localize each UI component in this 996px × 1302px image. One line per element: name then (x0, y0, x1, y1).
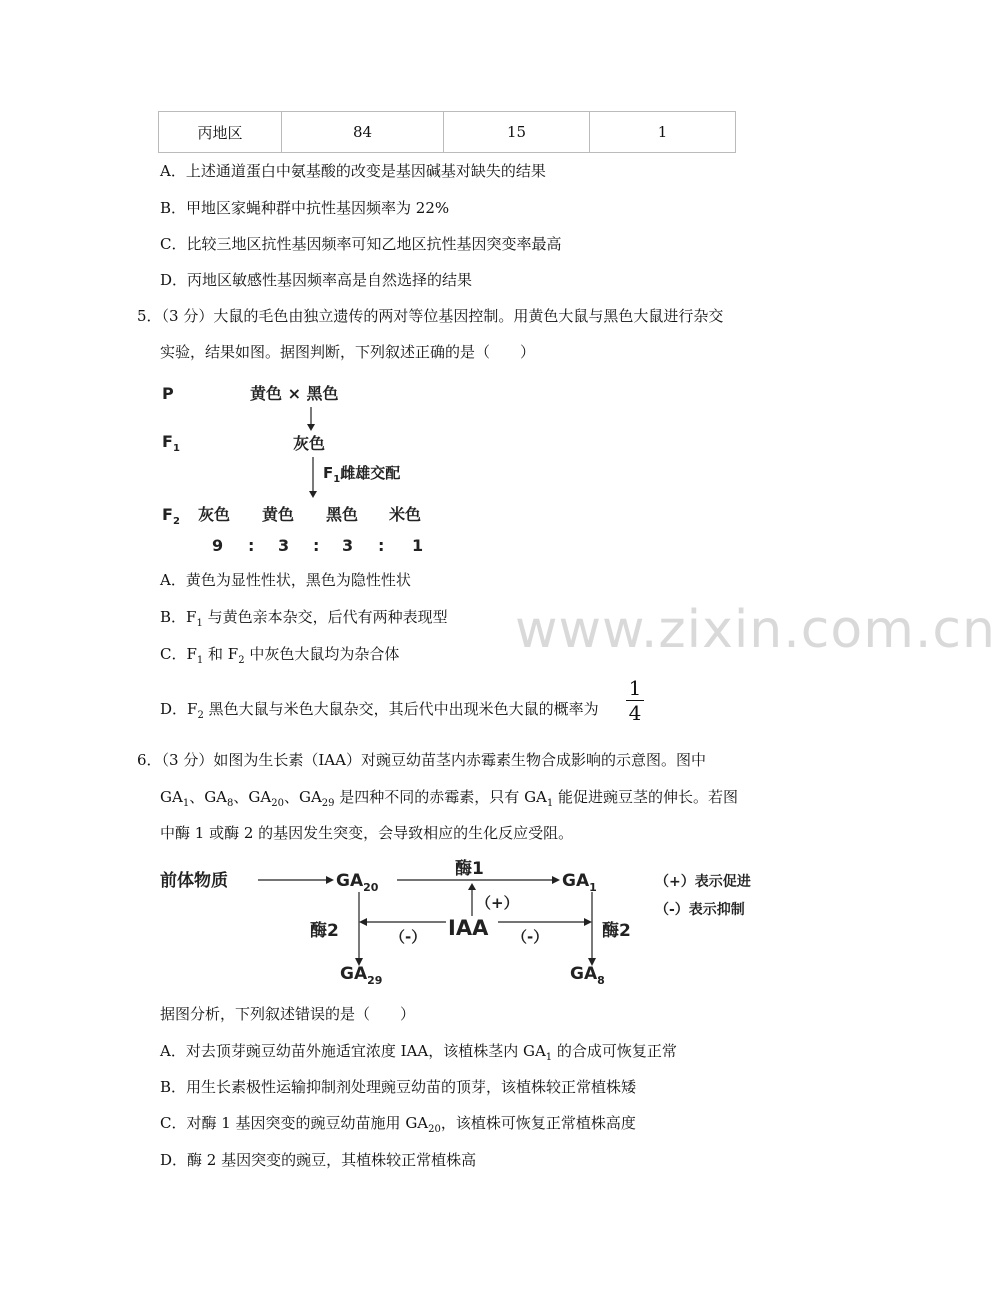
f2-ratio-value: 3 (342, 536, 354, 555)
pathway-diagram (150, 850, 800, 1000)
q5-option-d (160, 699, 599, 722)
q6-stem-line1: 6．（3 分）如图为生长素（IAA）对豌豆幼苗茎内赤霉素生物合成影响的示意图。图中 (137, 751, 706, 769)
f2-phenotype: 米色 (389, 505, 422, 524)
fraction-numerator: 1 (628, 676, 642, 700)
q6-stem-text: GA (160, 788, 183, 806)
f2-subscript: 2 (172, 516, 180, 527)
q6-option-a-text: 的合成可恢复正常 (552, 1042, 677, 1060)
q5-option-c-text: 中灰色大鼠均为杂合体 (244, 645, 400, 663)
ga29-label: GA (340, 964, 368, 984)
ga20-label: GA (336, 871, 364, 891)
q5-option-b (160, 607, 448, 630)
q5-option-c-text: C．F (160, 645, 197, 663)
q6-stem-line2 (160, 787, 738, 810)
q6-stem-line3: 中酶 1 或酶 2 的基因发生突变，会导致相应的生化反应受阻。 (160, 824, 574, 842)
svg-text:GA1 (562, 871, 597, 894)
q6-stem-text: 、GA (189, 788, 228, 806)
cross-label-subscript: 1 (333, 474, 341, 485)
subscript: 1 (545, 1052, 553, 1063)
inhibit-sign-right: （-） (512, 928, 549, 946)
legend-promote: （+）表示促进 (655, 874, 751, 890)
table-cell: 丙地区 (159, 112, 282, 153)
fraction-denominator: 4 (628, 701, 642, 725)
f2-ratio-value: 1 (412, 536, 424, 555)
q4-option-b: B．甲地区家蝇种群中抗性基因频率为 22% (160, 199, 450, 217)
q6-option-c-text: C．对酶 1 基因突变的豌豆幼苗施用 GA (160, 1114, 429, 1132)
q5-stem-line1: 5．（3 分）大鼠的毛色由独立遗传的两对等位基因控制。用黄色大鼠与黑色大鼠进行杂交 (137, 307, 724, 325)
q5-option-d-text: D．F (160, 700, 198, 718)
f2-ratio-value: 9 (212, 536, 224, 555)
subscript: 8 (227, 798, 234, 809)
inhibit-sign-left: （-） (390, 928, 427, 946)
subscript: 20 (428, 1124, 441, 1135)
svg-text:GA29 (340, 964, 382, 987)
p-generation-label: P (162, 384, 174, 403)
q5-option-b-text: 与黄色亲本杂交，后代有两种表现型 (202, 608, 448, 626)
f2-ratio-value: 3 (278, 536, 290, 555)
q6-option-a (160, 1041, 677, 1064)
f2-label: F (162, 505, 173, 524)
enzyme2-left-label: 酶2 (310, 921, 339, 941)
q5-option-c-text: 和 F (203, 645, 239, 663)
cross-diagram (150, 375, 450, 560)
q6-stem-text: 、GA (233, 788, 272, 806)
ga29-subscript: 29 (367, 974, 383, 987)
f2-ratio-colon: : (378, 536, 385, 555)
table-cell: 84 (282, 112, 444, 153)
svg-text:GA20 (336, 871, 379, 894)
svg-text:F1雌雄交配 (323, 464, 400, 485)
cross-label-f: F (323, 464, 334, 482)
promote-sign: （+） (476, 894, 519, 912)
table-row (159, 112, 736, 153)
legend-inhibit: （-）表示抑制 (655, 902, 745, 918)
watermark: www.zixin.com.cn (515, 600, 996, 660)
f1-label: F (162, 432, 173, 451)
enzyme1-label: 酶1 (455, 859, 484, 879)
f2-phenotype: 黄色 (262, 505, 295, 524)
svg-text:F1 (162, 432, 180, 454)
iaa-label: IAA (448, 916, 489, 940)
q5-stem-line2: 实验，结果如图。据图判断，下列叙述正确的是（ ） (160, 343, 536, 361)
f1-subscript: 1 (172, 443, 180, 454)
q5-option-a: A．黄色为显性性状，黑色为隐性性状 (160, 571, 411, 589)
q5-option-c (160, 644, 399, 667)
subscript: 29 (321, 798, 335, 809)
f2-ratio-colon: : (313, 536, 320, 555)
q6-stem-text: 能促进豌豆茎的伸长。若图 (553, 788, 739, 806)
q6-option-a-text: A．对去顶芽豌豆幼苗外施适宜浓度 IAA，该植株茎内 GA (160, 1042, 546, 1060)
subscript: 20 (271, 798, 284, 809)
svg-text:F2 (162, 505, 180, 527)
q6-option-b: B．用生长素极性运输抑制剂处理豌豆幼苗的顶芽，该植株较正常植株矮 (160, 1078, 637, 1096)
precursor-label: 前体物质 (160, 871, 228, 891)
q6-stem-text: 是四种不同的赤霉素，只有 GA (334, 788, 547, 806)
enzyme2-right-label: 酶2 (602, 921, 631, 941)
q6-option-c-text: ，该植株可恢复正常植株高度 (440, 1114, 636, 1132)
q4-option-d: D．丙地区敏感性基因频率高是自然选择的结果 (160, 271, 473, 289)
f1-phenotype: 灰色 (293, 434, 326, 453)
table-cell: 1 (590, 112, 736, 153)
ga8-label: GA (570, 964, 598, 984)
q6-option-c (160, 1113, 636, 1136)
ga1-subscript: 1 (589, 881, 597, 894)
subscript: 1 (546, 798, 554, 809)
ga1-label: GA (562, 871, 590, 891)
parent-cross: 黄色 × 黑色 (250, 384, 339, 403)
subscript: 2 (197, 710, 204, 721)
subscript: 1 (196, 618, 203, 629)
q4-option-a: A．上述通道蛋白中氨基酸的改变是基因碱基对缺失的结果 (160, 162, 546, 180)
q6-option-d: D．酶 2 基因突变的豌豆，其植株较正常植株高 (160, 1151, 477, 1169)
q5-option-b-text: B．F (160, 608, 197, 626)
f2-ratio-colon: : (248, 536, 255, 555)
q4-option-c: C．比较三地区抗性基因频率可知乙地区抗性基因突变率最高 (160, 235, 562, 253)
ga20-subscript: 20 (363, 881, 379, 894)
table-cell: 15 (444, 112, 590, 153)
f2-phenotype: 黑色 (326, 505, 359, 524)
q6-stem-text: 、GA (283, 788, 322, 806)
cross-label-text: 雌雄交配 (340, 464, 401, 482)
f2-phenotype: 灰色 (198, 505, 231, 524)
data-table (158, 111, 736, 153)
svg-text:GA8 (570, 964, 605, 987)
ga8-subscript: 8 (597, 974, 605, 987)
subscript: 2 (238, 655, 245, 666)
q6-question: 据图分析，下列叙述错误的是（ ） (160, 1005, 416, 1023)
subscript: 1 (182, 798, 190, 809)
q5-option-d-text: 黑色大鼠与米色大鼠杂交，其后代中出现米色大鼠的概率为 (203, 700, 599, 718)
fraction (626, 677, 644, 724)
subscript: 1 (196, 655, 204, 666)
